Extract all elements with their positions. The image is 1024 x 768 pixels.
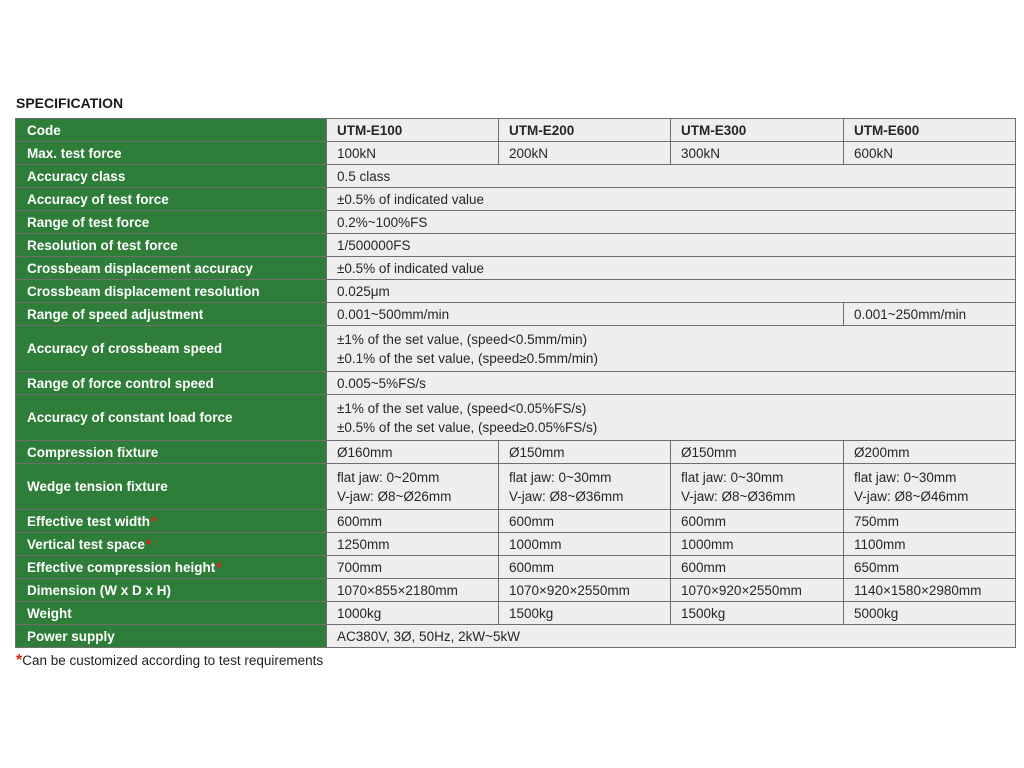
row-label: Crossbeam displacement accuracy — [16, 257, 327, 280]
model-utm-e300: UTM-E300 — [671, 119, 844, 142]
table-cell: 600mm — [671, 510, 844, 533]
table-cell: 1500kg — [499, 602, 671, 625]
table-cell: AC380V, 3Ø, 50Hz, 2kW~5kW — [327, 625, 1016, 648]
table-cell: Ø150mm — [671, 441, 844, 464]
table-row-dimension — [16, 579, 1016, 602]
table-cell: 0.001~500mm/min — [327, 303, 844, 326]
table-cell — [327, 326, 1016, 372]
table-cell: 5000kg — [844, 602, 1016, 625]
table-cell: 0.5 class — [327, 165, 1016, 188]
table-cell: 1070×855×2180mm — [327, 579, 499, 602]
table-row-max-force — [16, 142, 1016, 165]
table-cell: 100kN — [327, 142, 499, 165]
table-row-code — [16, 119, 1016, 142]
table-cell: 600kN — [844, 142, 1016, 165]
table-cell — [671, 464, 844, 510]
row-label: Dimension (W x D x H) — [16, 579, 327, 602]
cell-line: V-jaw: Ø8~Ø36mm — [509, 488, 624, 504]
table-cell: 1100mm — [844, 533, 1016, 556]
table-cell: 1070×920×2550mm — [499, 579, 671, 602]
table-cell: 1000mm — [499, 533, 671, 556]
table-cell: 1/500000FS — [327, 234, 1016, 257]
table-row-speed-range — [16, 303, 1016, 326]
cell-line: flat jaw: 0~30mm — [681, 469, 784, 485]
row-label: Accuracy of crossbeam speed — [16, 326, 327, 372]
table-row-disp-resolution — [16, 280, 1016, 303]
table-cell: ±0.5% of indicated value — [327, 188, 1016, 211]
table-cell: 200kN — [499, 142, 671, 165]
table-row-vertical — [16, 533, 1016, 556]
table-cell: 1500kg — [671, 602, 844, 625]
model-utm-e600: UTM-E600 — [844, 119, 1016, 142]
asterisk-mark: * — [16, 652, 23, 669]
row-label: Range of test force — [16, 211, 327, 234]
table-row-comp-height — [16, 556, 1016, 579]
table-cell: 1250mm — [327, 533, 499, 556]
cell-line: ±0.1% of the set value, (speed≥0.5mm/min) — [337, 350, 598, 366]
row-label: Code — [16, 119, 327, 142]
row-label-text: Effective compression height — [27, 559, 216, 575]
model-utm-e100: UTM-E100 — [327, 119, 499, 142]
table-cell: 750mm — [844, 510, 1016, 533]
table-row-compression — [16, 441, 1016, 464]
table-cell: Ø200mm — [844, 441, 1016, 464]
table-cell: 600mm — [499, 556, 671, 579]
spec-table — [15, 118, 1016, 648]
page-title: SPECIFICATION — [16, 95, 124, 111]
row-label: Crossbeam displacement resolution — [16, 280, 327, 303]
table-cell — [327, 395, 1016, 441]
row-label: Accuracy of constant load force — [16, 395, 327, 441]
row-label-text: Vertical test space — [27, 536, 145, 552]
row-label: Accuracy of test force — [16, 188, 327, 211]
row-label: Wedge tension fixture — [16, 464, 327, 510]
table-row-range-force — [16, 211, 1016, 234]
row-label — [16, 556, 327, 579]
row-label: Range of speed adjustment — [16, 303, 327, 326]
table-cell: 700mm — [327, 556, 499, 579]
cell-line: V-jaw: Ø8~Ø46mm — [854, 488, 969, 504]
table-cell: 300kN — [671, 142, 844, 165]
row-label: Resolution of test force — [16, 234, 327, 257]
table-cell: Ø160mm — [327, 441, 499, 464]
cell-line: flat jaw: 0~30mm — [509, 469, 612, 485]
table-row-force-ctrl-speed — [16, 372, 1016, 395]
asterisk-mark: * — [151, 513, 157, 529]
row-label — [16, 533, 327, 556]
table-cell: 600mm — [499, 510, 671, 533]
table-row-wedge — [16, 464, 1016, 510]
cell-line: V-jaw: Ø8~Ø26mm — [337, 488, 452, 504]
table-cell: 1070×920×2550mm — [671, 579, 844, 602]
table-cell: 650mm — [844, 556, 1016, 579]
row-label: Range of force control speed — [16, 372, 327, 395]
table-row-accuracy-force — [16, 188, 1016, 211]
asterisk-mark: * — [145, 536, 152, 552]
table-cell — [327, 464, 499, 510]
cell-line: ±1% of the set value, (speed<0.5mm/min) — [337, 331, 588, 347]
table-row-speed-accuracy — [16, 326, 1016, 372]
table-cell: 600mm — [671, 556, 844, 579]
table-cell: ±0.5% of indicated value — [327, 257, 1016, 280]
table-row-disp-accuracy — [16, 257, 1016, 280]
model-utm-e200: UTM-E200 — [499, 119, 671, 142]
row-label: Compression fixture — [16, 441, 327, 464]
row-label-text: Effective test width — [27, 513, 151, 529]
cell-line: ±1% of the set value, (speed<0.05%FS/s) — [337, 400, 587, 416]
table-cell: 1000kg — [327, 602, 499, 625]
table-cell — [844, 464, 1016, 510]
table-cell: 1140×1580×2980mm — [844, 579, 1016, 602]
table-row-width — [16, 510, 1016, 533]
table-cell: Ø150mm — [499, 441, 671, 464]
footnote-text: Can be customized according to test requirements — [22, 653, 324, 668]
table-row-const-load — [16, 395, 1016, 441]
table-row-power — [16, 625, 1016, 648]
cell-line: ±0.5% of the set value, (speed≥0.05%FS/s) — [337, 419, 598, 435]
table-cell — [499, 464, 671, 510]
row-label: Power supply — [16, 625, 327, 648]
cell-line: flat jaw: 0~20mm — [337, 469, 440, 485]
cell-line: flat jaw: 0~30mm — [854, 469, 957, 485]
row-label — [16, 510, 327, 533]
table-cell: 600mm — [327, 510, 499, 533]
footnote — [16, 652, 323, 670]
table-cell: 0.2%~100%FS — [327, 211, 1016, 234]
table-cell: 0.001~250mm/min — [844, 303, 1016, 326]
asterisk-mark: * — [216, 559, 222, 575]
table-row-accuracy-class — [16, 165, 1016, 188]
table-cell: 1000mm — [671, 533, 844, 556]
row-label: Weight — [16, 602, 327, 625]
row-label: Accuracy class — [16, 165, 327, 188]
row-label: Max. test force — [16, 142, 327, 165]
table-cell: 0.005~5%FS/s — [327, 372, 1016, 395]
table-row-weight — [16, 602, 1016, 625]
cell-line: V-jaw: Ø8~Ø36mm — [681, 488, 796, 504]
table-cell: 0.025μm — [327, 280, 1016, 303]
table-row-resolution-force — [16, 234, 1016, 257]
